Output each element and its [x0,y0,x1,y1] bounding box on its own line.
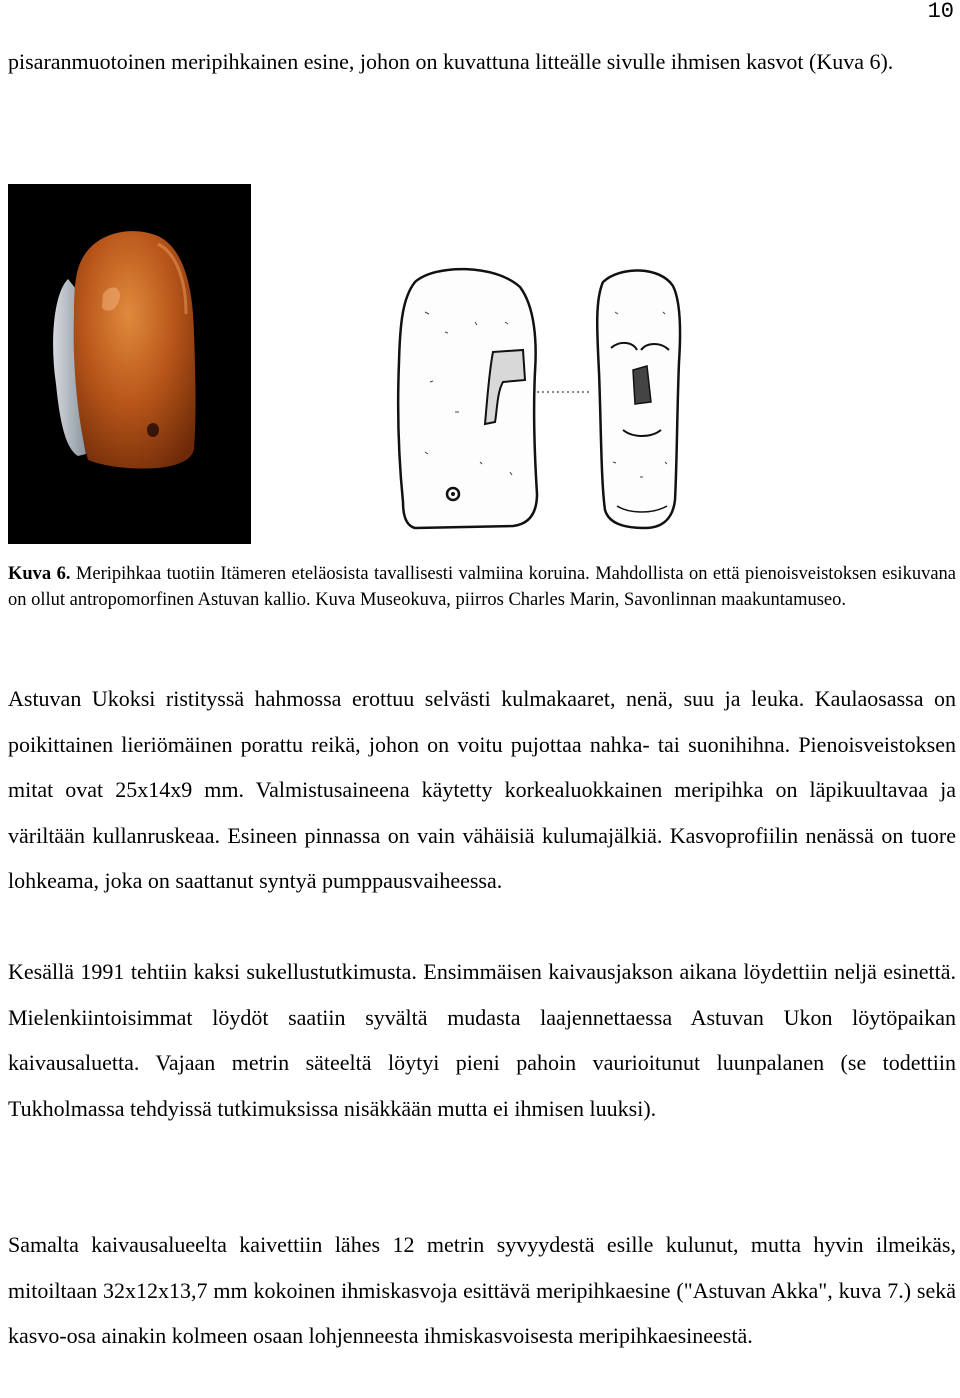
body-paragraph: Kesällä 1991 tehtiin kaksi sukellustutkimusta. Ensimmäisen kaivausjakson aikana löydettiin neljä esinettä. Mielenkiintoisimmat löydöt saatiin syvältä mudasta laajennettaessa Astuvan Ukon löytöpaikan kaivausaluetta. Vajaan metrin säteeltä löytyi pieni pahoin vaurioitunut luunpalanen (se todettiin Tukholmassa tehdyissä tutkimuksissa nisäkkään mutta ei ihmisen luuksi). [8,959,956,1121]
figurine-line-drawing [385,262,685,540]
intro-paragraph: pisaranmuotoinen meripihkainen esine, johon on kuvattuna litteälle sivulle ihmisen kasvot (Kuva 6). [8,49,894,74]
body-paragraph: Samalta kaivausalueelta kaivettiin lähes 12 metrin syvyydestä esille kulunut, mutta hyvin ilmeikäs, mitoiltaan 32x12x13,7 mm kokoinen ihmiskasvoja esittävä meripihkaesine ("Astuvan Akka", kuva 7.) sekä kasvo-osa ainakin kolmeen osaan lohjenneesta ihmiskasvoisesta meripihkaesineestä. [8,1232,956,1348]
figurine-sketch [385,262,685,540]
figure-caption [8,561,956,613]
body-paragraph: Astuvan Ukoksi ristityssä hahmossa erottuu selvästi kulmakaaret, nenä, suu ja leuka. Kaulaosassa on poikittainen lieriömäinen porattu reikä, johon on voitu pujottaa nahka- tai suonihihna. Pienoisveistoksen mitat ovat 25x14x9 mm. Valmistusaineena käytetty korkealuokkainen meripihka on läpikuultavaa ja väriltään kullanruskeaa. Esineen pinnassa on vain vähäisiä kulumajälkiä. Kasvoprofiilin nenässä on tuore lohkeama, joka on saattanut syntyä pumppausvaiheessa. [8,686,956,893]
amber-figurine-image [8,184,251,544]
page-number: 10 [927,0,954,24]
figure-caption-text: Meripihkaa tuotiin Itämeren eteläosista tavallisesti valmiina koruina. Mahdollista on että pienoisveistoksen esikuvana on ollut antropomorfinen Astuvan kallio. Kuva Museokuva, piirros Charles Marin, Savonlinnan maakuntamuseo. [8,564,956,610]
amber-figurine-photo [8,184,251,544]
figure-caption-label: Kuva 6. [8,564,71,584]
